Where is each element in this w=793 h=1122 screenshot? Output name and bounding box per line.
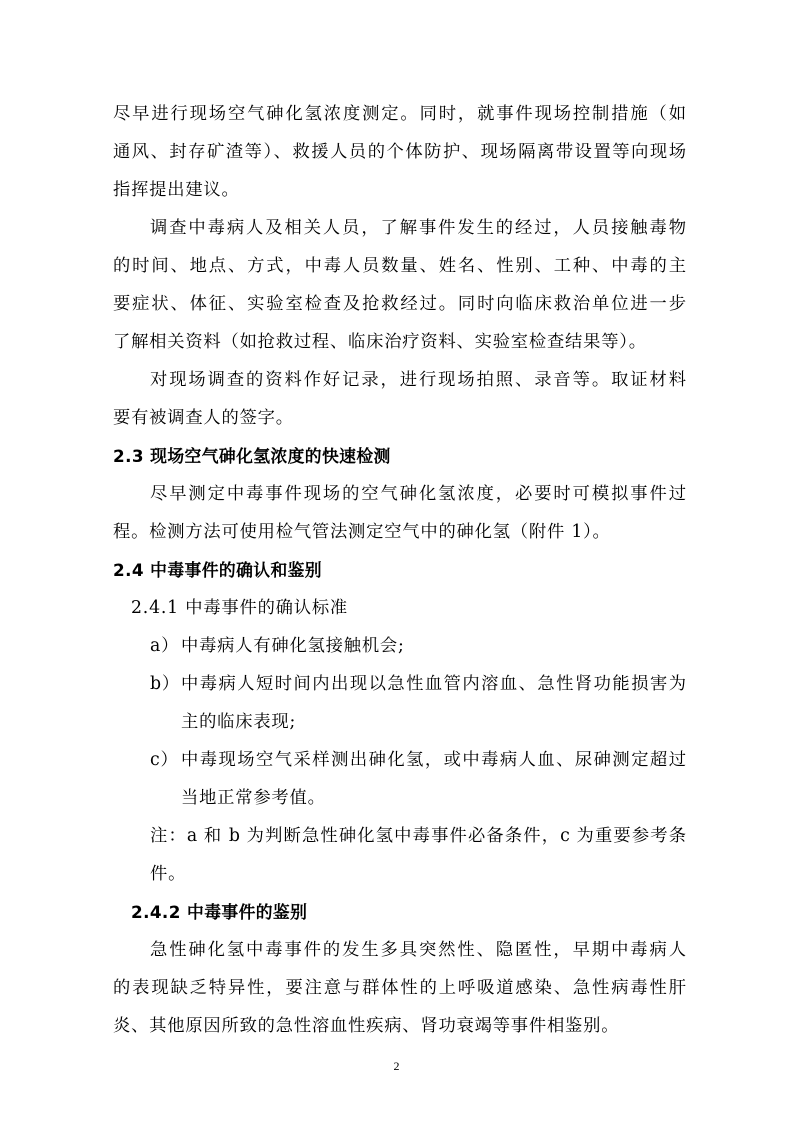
page-number: 2 <box>393 1059 400 1073</box>
list-item-b: 中毒病人短时间内出现以急性血管内溶血、急性肾功能损害为 <box>181 674 686 694</box>
list-marker-a: a） <box>150 636 180 656</box>
list-marker-b: b） <box>150 674 180 694</box>
paragraph-line: 急性砷化氢中毒事件的发生多具突然性、隐匿性，早期中毒病人 <box>150 940 686 960</box>
note-line: 件。 <box>150 864 187 884</box>
paragraph-line: 对现场调查的资料作好记录，进行现场拍照、录音等。取证材料 <box>150 370 686 390</box>
paragraph-line: 尽早进行现场空气砷化氢浓度测定。同时，就事件现场控制措施（如 <box>113 104 686 124</box>
paragraph-line: 要症状、体征、实验室检查及抢救经过。同时向临床救治单位进一步 <box>113 294 686 314</box>
paragraph-line: 尽早测定中毒事件现场的空气砷化氢浓度，必要时可模拟事件过 <box>150 484 686 504</box>
list-item-b-continued: 主的临床表现; <box>181 712 297 732</box>
paragraph-line: 调查中毒病人及相关人员，了解事件发生的经过，人员接触毒物 <box>150 218 686 238</box>
paragraph-line: 通风、封存矿渣等）、救援人员的个体防护、现场隔离带设置等向现场 <box>113 142 686 162</box>
section-heading-2-4: 2.4 中毒事件的确认和鉴别 <box>113 560 322 580</box>
list-marker-c: c） <box>150 750 179 770</box>
paragraph-line: 指挥提出建议。 <box>113 180 240 200</box>
subsection-heading-2-4-2: 2.4.2 中毒事件的鉴别 <box>131 902 308 922</box>
subsection-heading-2-4-1: 2.4.1 中毒事件的确认标准 <box>131 598 348 618</box>
paragraph-line: 要有被调查人的签字。 <box>113 408 294 428</box>
paragraph-line: 程。检测方法可使用检气管法测定空气中的砷化氢（附件 1）。 <box>113 522 611 542</box>
paragraph-line: 炎、其他原因所致的急性溶血性疾病、肾功衰竭等事件相鉴别。 <box>113 1016 620 1036</box>
note-line: 注：a 和 b 为判断急性砷化氢中毒事件必备条件，c 为重要参考条 <box>150 826 686 846</box>
paragraph-line: 的表现缺乏特异性，要注意与群体性的上呼吸道感染、急性病毒性肝 <box>113 978 686 998</box>
list-item-c: 中毒现场空气采样测出砷化氢，或中毒病人血、尿砷测定超过 <box>181 750 686 770</box>
paragraph-line: 了解相关资料（如抢救过程、临床治疗资料、实验室检查结果等）。 <box>113 332 647 352</box>
list-item-c-continued: 当地正常参考值。 <box>181 788 326 808</box>
list-item-a: 中毒病人有砷化氢接触机会; <box>181 636 405 656</box>
section-heading-2-3: 2.3 现场空气砷化氢浓度的快速检测 <box>113 446 391 466</box>
paragraph-line: 的时间、地点、方式，中毒人员数量、姓名、性别、工种、中毒的主 <box>113 256 686 276</box>
